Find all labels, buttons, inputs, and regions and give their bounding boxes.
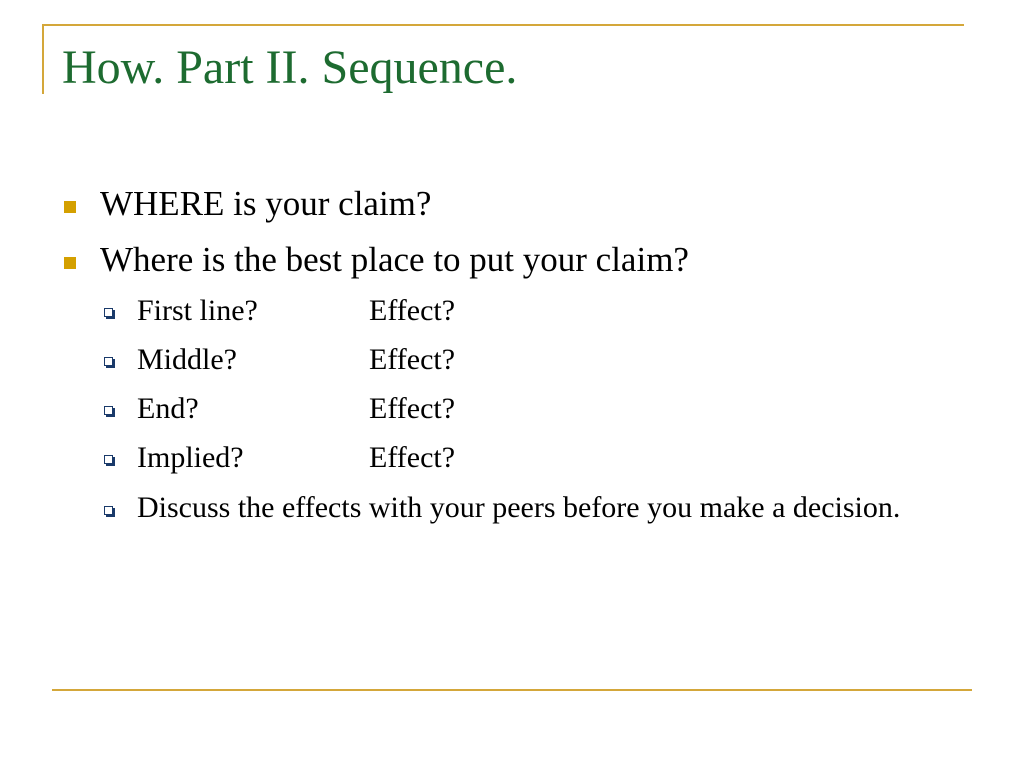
sub-bullet-question: Middle? [137, 343, 237, 376]
sub-bullet-question: First line? [137, 294, 258, 327]
sub-bullet-effect: Effect? [369, 441, 456, 474]
sub-bullet-item [62, 341, 962, 378]
square-bullet-icon [64, 201, 76, 213]
sub-bullet-list [62, 292, 962, 528]
sub-bullet-discussion: Discuss the effects with your peers before you make a decision. [137, 491, 901, 524]
hollow-square-bullet-icon [104, 357, 113, 366]
bottom-rule [52, 689, 972, 691]
sub-bullet-effect: Effect? [369, 343, 456, 376]
sub-bullet-question: End? [137, 392, 199, 425]
top-rule [42, 24, 964, 26]
hollow-square-bullet-icon [104, 406, 113, 415]
sub-bullet-item [62, 292, 962, 329]
sub-bullet-question: Implied? [137, 441, 244, 474]
sub-bullet-item [62, 390, 962, 427]
sub-bullet-item [62, 488, 937, 528]
square-bullet-icon [64, 257, 76, 269]
slide-title: How. Part II. Sequence. [62, 41, 518, 94]
bullet-text: WHERE is your claim? [100, 184, 432, 223]
bullet-item [62, 184, 962, 224]
sub-bullet-effect: Effect? [369, 392, 456, 425]
hollow-square-bullet-icon [104, 455, 113, 464]
sub-bullet-item [62, 439, 962, 476]
hollow-square-bullet-icon [104, 506, 113, 515]
bullet-item [62, 240, 962, 280]
left-rule [42, 24, 44, 94]
sub-bullet-effect: Effect? [369, 294, 456, 327]
bullet-text: Where is the best place to put your claim? [100, 240, 689, 279]
hollow-square-bullet-icon [104, 308, 113, 317]
bullet-list [62, 184, 962, 540]
